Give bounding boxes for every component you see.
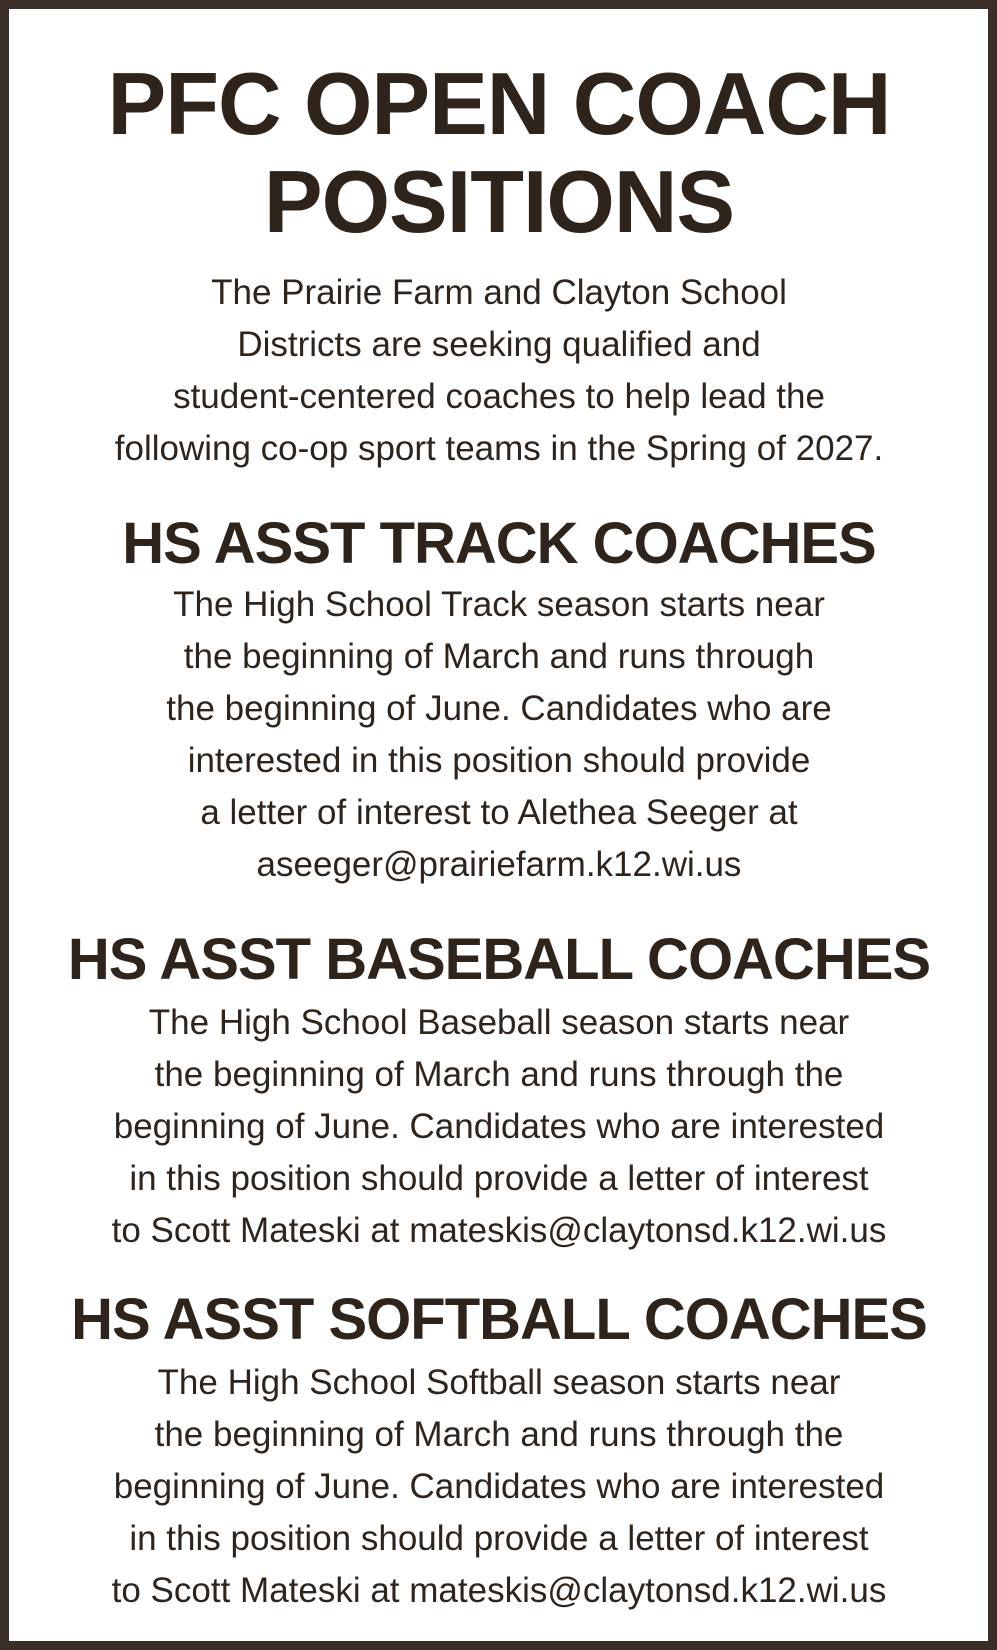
contact-line: to Scott Mateski at mateskis@claytonsd.k12.wi.us <box>111 1211 887 1250</box>
headline-line: POSITIONS <box>263 152 735 251</box>
intro-line: The Prairie Farm and Clayton School <box>211 273 787 312</box>
intro-paragraph <box>29 267 969 475</box>
body-line: the beginning of March and runs through the <box>154 1415 844 1454</box>
contact-line: to Scott Mateski at mateskis@claytonsd.k12.wi.us <box>111 1571 887 1610</box>
body-line: The High School Softball season starts near <box>157 1363 841 1402</box>
track-section-body <box>29 579 969 891</box>
body-line: beginning of June. Candidates who are interested <box>113 1107 885 1146</box>
intro-line: Districts are seeking qualified and <box>237 325 761 364</box>
body-line: The High School Track season starts near <box>173 585 825 624</box>
body-line: beginning of June. Candidates who are interested <box>113 1467 885 1506</box>
softball-section-body <box>29 1357 969 1617</box>
softball-section-title: HS ASST SOFTBALL COACHES <box>71 1287 927 1352</box>
intro-line: student-centered coaches to help lead the <box>173 377 825 416</box>
body-line: interested in this position should provide <box>187 741 811 780</box>
track-section-title: HS ASST TRACK COACHES <box>122 511 876 576</box>
body-line: The High School Baseball season starts near <box>148 1003 850 1042</box>
body-line: in this position should provide a letter of interest <box>129 1159 869 1198</box>
body-line: a letter of interest to Alethea Seeger at <box>200 793 798 832</box>
contact-email: aseeger@prairiefarm.k12.wi.us <box>256 845 742 884</box>
baseball-section-body <box>29 997 969 1257</box>
intro-line: following co-op sport teams in the Spring of 2027. <box>114 429 884 468</box>
body-line: in this position should provide a letter of interest <box>129 1519 869 1558</box>
body-line: the beginning of March and runs through the <box>154 1055 844 1094</box>
body-line: the beginning of March and runs through <box>183 637 815 676</box>
baseball-section-title: HS ASST BASEBALL COACHES <box>67 927 931 992</box>
headline-line: PFC OPEN COACH <box>107 54 891 153</box>
body-line: the beginning of June. Candidates who are <box>166 689 832 728</box>
ad-headline <box>29 55 969 251</box>
